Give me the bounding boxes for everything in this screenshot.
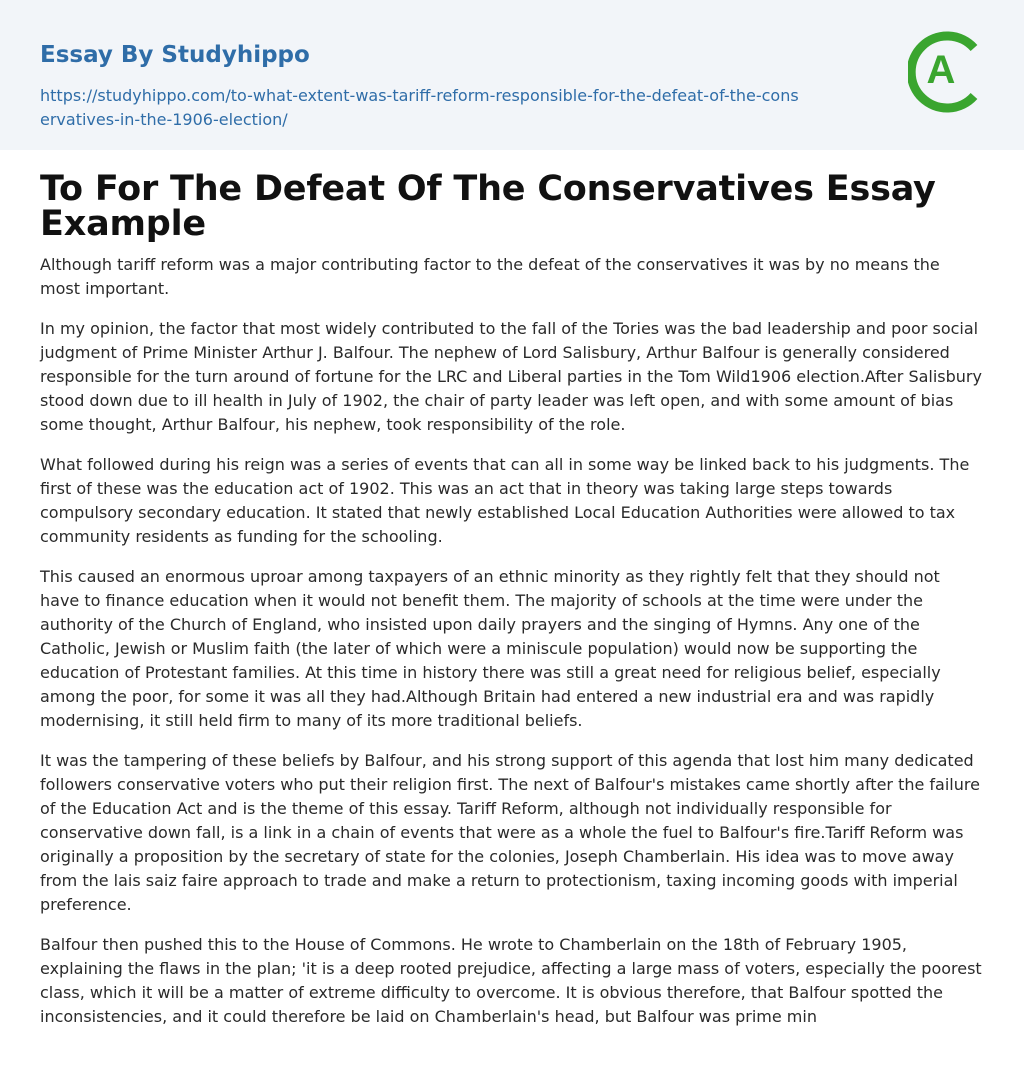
brand-title[interactable]: Essay By Studyhippo bbox=[40, 42, 310, 68]
page-title: To For The Defeat Of The Conservatives Essay Example bbox=[40, 169, 936, 244]
logo-letter: A bbox=[926, 48, 956, 92]
site-header bbox=[0, 0, 1024, 150]
paragraph: Although tariff reform was a major contributing factor to the defeat of the conservatives it was by no means the most important. bbox=[40, 255, 940, 298]
paragraph: This caused an enormous uproar among taxpayers of an ethnic minority as they rightly felt that they should not have to finance education when it would not benefit them. The majority of schools at the time were under the authority of the Church of England, who insisted upon daily prayers and the singing of Hymns. Any one of the Catholic, Jewish or Muslim faith (the later of which were a miniscule population) would now be supporting the education of Protestant families. At this time in history there was still a great need for religious belief, especially among the poor, for some it was all they had.Although Britain had entered a new industrial era and was rapidly modernising, it still held firm to many of its more traditional beliefs. bbox=[40, 567, 941, 730]
paragraph: Balfour then pushed this to the House of Commons. He wrote to Chamberlain on the 18th of February 1905, explaining the flaws in the plan; 'it is a deep rooted prejudice, affecting a large mass of voters, especially the poorest class, which it will be a matter of extreme difficulty to overcome. It is obvious therefore, that Balfour spotted the inconsistencies, and it could therefore be laid on Chamberlain's head, but Balfour was prime min bbox=[40, 935, 982, 1026]
studyhippo-logo-icon[interactable] bbox=[908, 28, 988, 116]
paragraph: It was the tampering of these beliefs by Balfour, and his strong support of this agenda that lost him many dedicated followers conservative voters who put their religion first. The next of Balfour's mistakes came shortly after the failure of the Education Act and is the theme of this essay. Tariff Reform, although not individually responsible for conservative down fall, is a link in a chain of events that were as a whole the fuel to Balfour's fire.Tariff Reform was originally a proposition by the secretary of state for the colonies, Joseph Chamberlain. His idea was to move away from the lais saiz faire approach to trade and make a return to protectionism, taxing incoming goods with imperial preference. bbox=[40, 751, 980, 914]
paragraph: In my opinion, the factor that most widely contributed to the fall of the Tories was the bad leadership and poor social judgment of Prime Minister Arthur J. Balfour. The nephew of Lord Salisbury, Arthur Balfour is generally considered responsible for the turn around of fortune for the LRC and Liberal parties in the Tom Wild1906 election.After Salisbury stood down due to ill health in July of 1902, the chair of party leader was left open, and with some amount of bias some thought, Arthur Balfour, his nephew, took responsibility of the role. bbox=[40, 319, 982, 434]
article bbox=[0, 169, 1024, 1029]
paragraph: What followed during his reign was a series of events that can all in some way be linked back to his judgments. The first of these was the education act of 1902. This was an act that in theory was taking large steps towards compulsory secondary education. It stated that newly established Local Education Authorities were allowed to tax community residents as funding for the schooling. bbox=[40, 455, 970, 546]
source-url-link[interactable]: https://studyhippo.com/to-what-extent-was-tariff-reform-responsible-for-the-defeat-of-the-conservatives-in-the-1906-election/ bbox=[40, 86, 799, 129]
